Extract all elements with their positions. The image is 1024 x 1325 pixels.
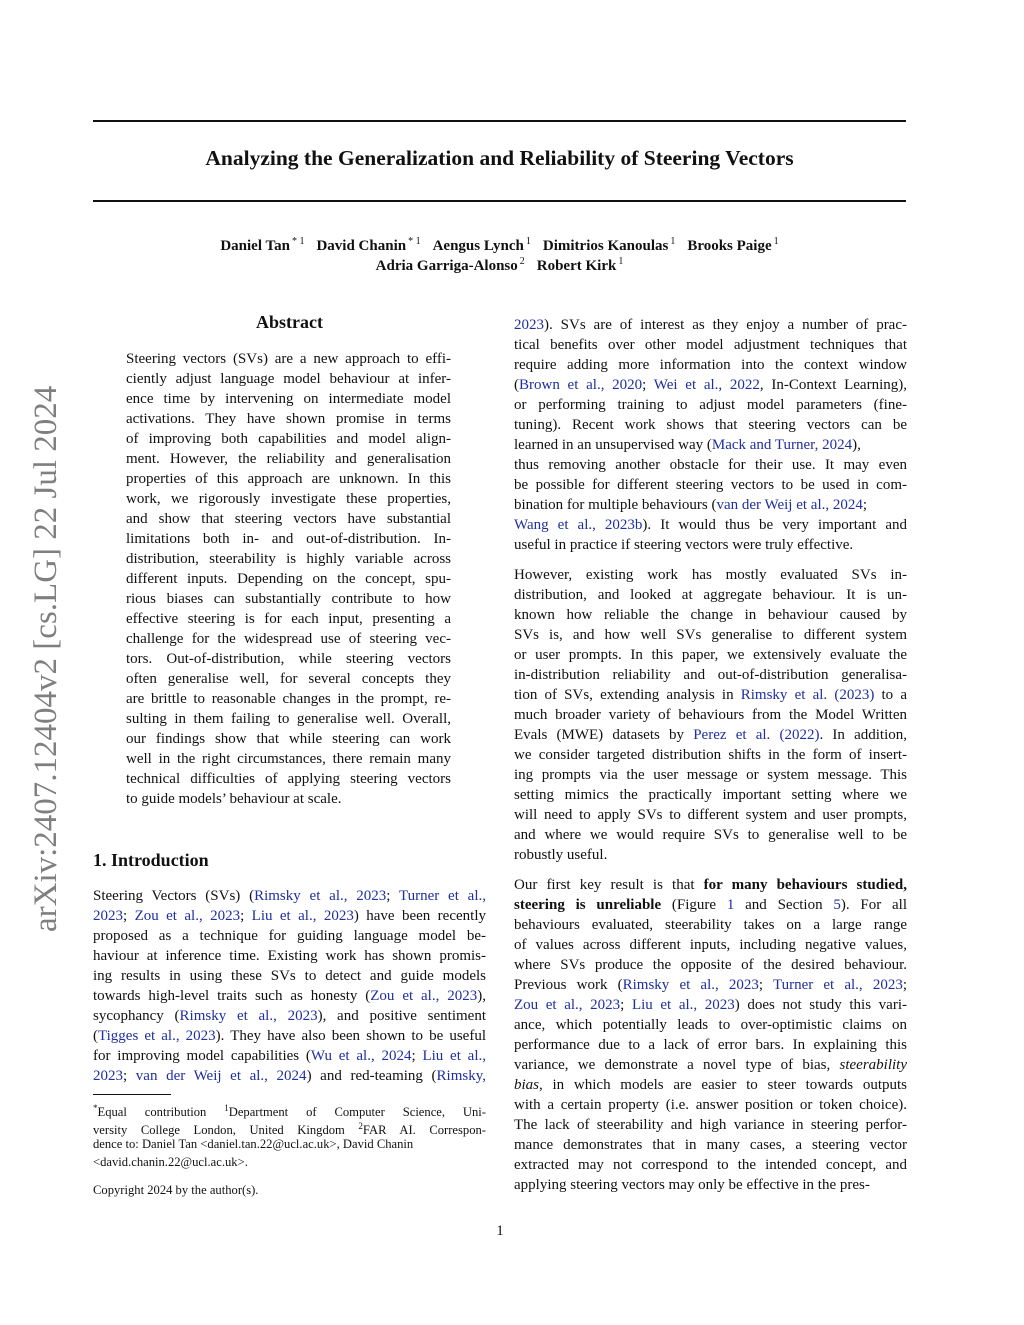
text-span: will need to apply SVs to different system and user prompts,	[514, 807, 907, 823]
text-span: with a certain property (i.e. answer position or token choice).	[514, 1097, 907, 1113]
body-text-line	[514, 515, 907, 535]
text-span: bias	[514, 1077, 540, 1093]
text-span: setting mimics the practically important setting where we	[514, 787, 907, 803]
author-list	[93, 256, 906, 275]
introduction-line	[93, 906, 486, 926]
citation-link[interactable]: Liu et al.,	[422, 1048, 486, 1064]
body-text-line	[514, 875, 907, 895]
text-span: be possible for different steering vectors to be used in com-	[514, 477, 907, 493]
text-span: ;	[862, 497, 868, 513]
body-text-line	[514, 895, 907, 915]
abstract-line: activations. They have shown promise in terms	[126, 411, 451, 427]
body-text-line	[514, 955, 907, 975]
citation-link[interactable]: Liu et al., 2023	[631, 997, 735, 1013]
text-span: in-distribution reliability and out-of-distribution generalisa-	[514, 667, 907, 683]
text-span: where SVs produce the opposite of the desired behaviour.	[514, 957, 907, 973]
citation-link[interactable]: Tigges et al., 2023	[98, 1028, 216, 1044]
citation-link[interactable]: Rimsky et al., 2023	[179, 1008, 318, 1024]
abstract-line: our findings show that while steering can work	[126, 731, 451, 747]
introduction-line	[93, 966, 486, 986]
text-span: . In addition,	[819, 727, 907, 743]
author-name	[537, 256, 624, 275]
abstract-line: ment. However, the reliability and generalisation	[126, 451, 451, 467]
author-name-text: Brooks Paige	[687, 238, 772, 254]
body-text-line	[514, 1155, 907, 1175]
text-span: to a	[874, 687, 907, 703]
body-text-line	[514, 375, 907, 395]
text-span: <david.chanin.22@ucl.ac.uk>.	[93, 1155, 248, 1169]
citation-link[interactable]: Rimsky,	[436, 1068, 486, 1084]
text-span: ;	[240, 908, 252, 924]
citation-link[interactable]: Rimsky et al., 2023	[254, 888, 387, 904]
body-text-line	[514, 1075, 907, 1095]
author-name	[433, 236, 531, 255]
citation-link[interactable]: Wei et al., 2022	[653, 377, 760, 393]
body-text-line	[514, 495, 907, 515]
text-span: steerability	[839, 1057, 907, 1073]
citation-link[interactable]: Turner et al., 2023	[772, 977, 903, 993]
body-text-line	[514, 605, 907, 625]
abstract-line: sulting in them failing to generalise well. Overall,	[126, 711, 451, 727]
affiliation-mark: * 1	[408, 236, 421, 247]
body-text-line	[514, 845, 907, 865]
text-span: Steering Vectors (SVs) (	[93, 888, 255, 904]
author-name	[316, 236, 420, 255]
text-span: (	[93, 1028, 98, 1044]
author-name-text: Daniel Tan	[220, 238, 290, 254]
arxiv-identifier: arXiv:2407.12404v2 [cs.LG] 22 Jul 2024	[28, 385, 64, 932]
body-text-line	[514, 335, 907, 355]
body-text-line	[514, 645, 907, 665]
abstract-line: often generalise well, for several concepts they	[126, 671, 451, 687]
author-name-text: David Chanin	[316, 238, 407, 254]
abstract-line: technical difficulties of applying steering vectors	[126, 771, 451, 787]
footnote-line	[93, 1135, 486, 1153]
citation-link[interactable]: van der Weij et al., 2024	[716, 497, 863, 513]
text-span: However, existing work has mostly evaluated SVs in-	[514, 567, 907, 583]
author-name-text: Dimitrios Kanoulas	[542, 238, 669, 254]
text-span: for improving model capabilities (	[93, 1048, 311, 1064]
footnote-rule	[93, 1094, 171, 1095]
paper-title: Analyzing the Generalization and Reliability of Steering Vectors	[205, 146, 794, 170]
text-span: ;	[620, 997, 632, 1013]
text-span: sycophancy (	[93, 1008, 180, 1024]
text-span: , In-Context Learning),	[759, 377, 908, 393]
body-text-line	[514, 915, 907, 935]
text-span: or user prompts. In this paper, we extensively evaluate the	[514, 647, 907, 663]
text-span: require adding more information into the context window	[514, 357, 907, 373]
text-span: of values across different inputs, including negative values,	[514, 937, 907, 953]
text-span: thus removing another obstacle for their use. It may even	[514, 457, 907, 473]
text-span: (	[514, 377, 519, 393]
citation-link[interactable]: van der Weij et al., 2024	[135, 1068, 307, 1084]
body-text-line	[514, 825, 907, 845]
abstract-line: Steering vectors (SVs) are a new approach to effi-	[126, 351, 451, 367]
citation-link[interactable]: Turner et al.,	[398, 888, 487, 904]
citation-link[interactable]: Zou et al., 2023	[514, 997, 621, 1013]
affiliation-mark: 1	[773, 236, 779, 247]
citation-link[interactable]: 1	[726, 897, 735, 913]
text-span: towards high-level traits such as honesty (	[93, 988, 371, 1004]
text-span: for many behaviours studied,	[703, 877, 907, 893]
citation-link[interactable]: 2023	[514, 317, 544, 333]
body-text-line	[514, 1015, 907, 1035]
text-span: ing results in using these SVs to detect and guide models	[93, 968, 486, 984]
text-span: ), and positive sentiment	[317, 1008, 486, 1024]
abstract-line: tors. Out-of-distribution, while steering vectors	[126, 651, 451, 667]
text-span: Evals (MWE) datasets by	[514, 727, 694, 743]
text-span: ),	[852, 437, 861, 453]
title-rule-bottom	[93, 200, 906, 202]
text-span: ance, which potentially leads to over-optimistic claims on	[514, 1017, 907, 1033]
body-text-line	[514, 455, 907, 475]
section-heading-introduction: 1. Introduction	[93, 850, 209, 870]
introduction-line	[93, 886, 486, 906]
text-span: ) and red-teaming (	[306, 1068, 437, 1084]
arxiv-side-stamp	[10, 370, 72, 940]
text-span: ing prompts via the user message or system message. This	[514, 767, 907, 783]
title-rule-top	[93, 120, 906, 122]
body-text-line	[514, 535, 907, 555]
text-span: Department of Computer Science, Uni-	[228, 1105, 487, 1119]
citation-link[interactable]: 5	[833, 897, 841, 913]
text-span: tion of SVs, extending analysis in	[514, 687, 741, 703]
body-text-line	[514, 1175, 907, 1195]
text-span: , in which models are easier to steer towards outputs	[539, 1077, 907, 1093]
abstract-line: different inputs. Depending on the concept, spu-	[126, 571, 451, 587]
text-span: dence to: Daniel Tan <daniel.tan.22@ucl.ac.uk>, David Chanin	[93, 1137, 414, 1151]
text-span: much broader variety of behaviours from the Model Written	[514, 707, 907, 723]
citation-link[interactable]: 2023	[93, 1068, 123, 1084]
text-span: extracted may not correspond to the intended concept, and	[514, 1157, 907, 1173]
body-text-line	[514, 765, 907, 785]
text-span: proposed as a technique for guiding language model be-	[93, 928, 486, 944]
body-text-line	[514, 435, 907, 455]
citation-link[interactable]: Liu et al., 2023	[251, 908, 354, 924]
page-number: 1	[496, 1223, 504, 1239]
text-span: distribution, and looked at aggregate behaviour. It is un-	[514, 587, 907, 603]
affiliation-mark: 1	[670, 236, 676, 247]
author-name	[687, 236, 778, 255]
text-span: behaviours evaluated, steerability takes on a large range	[514, 917, 907, 933]
body-text-line	[514, 1115, 907, 1135]
text-span: applying steering vectors may only be effective in the pres-	[514, 1177, 870, 1193]
text-span: tical benefits over other model adjustment techniques that	[514, 337, 907, 353]
citation-link[interactable]: Zou et al., 2023	[134, 908, 241, 924]
abstract-heading: Abstract	[256, 312, 323, 332]
abstract-line: are brittle to reasonable changes in the prompt, re-	[126, 691, 451, 707]
text-span: learned in an unsupervised way (	[514, 437, 712, 453]
text-span: ;	[386, 888, 399, 904]
footnote-mark: 2	[358, 1121, 363, 1131]
body-text-line	[514, 475, 907, 495]
footnote-line	[93, 1153, 486, 1171]
affiliation-mark: 2	[519, 256, 525, 267]
body-text-line	[514, 565, 907, 585]
citation-link[interactable]: 2023	[93, 908, 123, 924]
abstract-line: distribution, steerability is highly variable across	[126, 551, 451, 567]
body-text-line	[514, 625, 907, 645]
text-span: Our first key result is that	[514, 877, 704, 893]
body-text-line	[514, 975, 907, 995]
abstract-line: effective steering is for each input, presenting a	[126, 611, 451, 627]
text-span: Previous work (	[514, 977, 623, 993]
abstract-line: well in the right circumstances, there remain many	[126, 751, 451, 767]
body-text-line	[514, 805, 907, 825]
text-span: or performing training to adjust model parameters (fine-	[514, 397, 907, 413]
introduction-line	[93, 1026, 486, 1046]
text-span: performance due to a lack of error bars. In explaining this	[514, 1037, 907, 1053]
text-span: FAR AI. Correspon-	[362, 1123, 487, 1137]
text-span: ). SVs are of interest as they enjoy a number of prac-	[544, 317, 907, 333]
abstract-line: ciently adjust language model behaviour at infer-	[126, 371, 451, 387]
text-span: ) does not study this vari-	[734, 997, 907, 1013]
body-text-line	[514, 395, 907, 415]
body-text-line	[514, 355, 907, 375]
text-span: ;	[123, 1068, 136, 1084]
body-text-line	[514, 685, 907, 705]
text-span: mance demonstrates that in many cases, a steering vector	[514, 1137, 907, 1153]
text-span: robustly useful.	[514, 847, 608, 863]
copyright-notice: Copyright 2024 by the author(s).	[93, 1183, 259, 1197]
text-span: known how reliable the change in behaviour caused by	[514, 607, 907, 623]
abstract-line: properties of this approach are unknown. In this	[126, 471, 451, 487]
text-span: (Figure	[661, 897, 727, 913]
affiliation-mark: 1	[525, 236, 531, 247]
author-list	[93, 236, 906, 255]
text-span: useful in practice if steering vectors were truly effective.	[514, 537, 854, 553]
introduction-line	[93, 1046, 486, 1066]
body-text-line	[514, 745, 907, 765]
abstract-line: limitations both in- and out-of-distribution. In-	[126, 531, 451, 547]
introduction-line	[93, 946, 486, 966]
body-text-line	[514, 315, 907, 335]
text-span: ) have been recently	[353, 908, 486, 924]
abstract-line: of improving both capabilities and model align-	[126, 431, 451, 447]
abstract-line: rious biases can substantially contribute to how	[126, 591, 451, 607]
text-span: and Section	[734, 897, 834, 913]
body-text-line	[514, 935, 907, 955]
citation-link[interactable]: Rimsky et al. (2023)	[740, 687, 875, 703]
body-text-line	[514, 415, 907, 435]
text-span: variance, we demonstrate a novel type of bias,	[514, 1057, 840, 1073]
text-span: ). It would thus be very important and	[642, 517, 907, 533]
author-name-text: Robert Kirk	[536, 258, 617, 274]
citation-link[interactable]: Rimsky et al., 2023	[622, 977, 759, 993]
body-text-line	[514, 1095, 907, 1115]
text-span: The lack of steerability and high variance in steering perfor-	[514, 1117, 907, 1133]
text-span: ),	[477, 988, 486, 1004]
body-text-line	[514, 705, 907, 725]
body-text-line	[514, 1135, 907, 1155]
affiliation-mark: * 1	[291, 236, 305, 247]
body-text-line	[514, 995, 907, 1015]
footnote-mark: 1	[224, 1103, 229, 1113]
body-text-line	[514, 1055, 907, 1075]
abstract-line: ence time by intervening on intermediate model	[126, 391, 451, 407]
introduction-line	[93, 926, 486, 946]
text-span: steering is unreliable	[514, 897, 662, 913]
text-span: and where we would require SVs to generalise well to be	[514, 827, 907, 843]
text-span: tuning). Recent work shows that steering vectors can be	[514, 417, 907, 433]
text-span: ). For all	[840, 897, 907, 913]
author-name-text: Adria Garriga-Alonso	[375, 258, 518, 274]
citation-link[interactable]: Wu et al., 2024	[310, 1048, 412, 1064]
citation-link[interactable]: Perez et al. (2022)	[693, 727, 820, 743]
author-name-text: Aengus Lynch	[432, 238, 524, 254]
text-span: ;	[123, 908, 135, 924]
abstract-line: challenge for the widespread use of steering vec-	[126, 631, 451, 647]
text-span: ;	[902, 977, 908, 993]
text-span: bination for multiple behaviours (	[514, 497, 717, 513]
introduction-line	[93, 986, 486, 1006]
text-span: ;	[411, 1048, 423, 1064]
text-span: we consider targeted distribution shifts in the form of insert-	[514, 747, 907, 763]
author-name	[543, 236, 675, 255]
introduction-line	[93, 1006, 486, 1026]
text-span: ;	[758, 977, 773, 993]
text-span: ;	[642, 377, 654, 393]
citation-link[interactable]: Zou et al., 2023	[370, 988, 478, 1004]
abstract-line: to guide models’ behaviour at scale.	[126, 791, 342, 807]
text-span: SVs is, and how well SVs generalise to different system	[514, 627, 907, 643]
abstract-line: work, we rigorously investigate these properties,	[126, 491, 451, 507]
body-text-line	[514, 1035, 907, 1055]
footnote-mark: *	[93, 1103, 98, 1113]
citation-link[interactable]: Mack and Turner, 2024	[711, 437, 853, 453]
citation-link[interactable]: Brown et al., 2020	[519, 377, 643, 393]
text-span: ). They have also been shown to be useful	[215, 1028, 486, 1044]
affiliation-mark: 1	[618, 256, 624, 267]
text-span: versity College London, United Kingdom	[93, 1123, 359, 1137]
author-name	[220, 236, 304, 255]
citation-link[interactable]: Wang et al., 2023b	[514, 517, 643, 533]
body-text-line	[514, 585, 907, 605]
body-text-line	[514, 725, 907, 745]
body-text-line	[514, 785, 907, 805]
text-span: Equal contribution	[97, 1105, 225, 1119]
author-name	[376, 256, 525, 275]
body-text-line	[514, 665, 907, 685]
abstract-line: and show that steering vectors have substantial	[126, 511, 451, 527]
introduction-line	[93, 1066, 486, 1086]
text-span: haviour at inference time. Existing work has shown promis-	[93, 948, 486, 964]
